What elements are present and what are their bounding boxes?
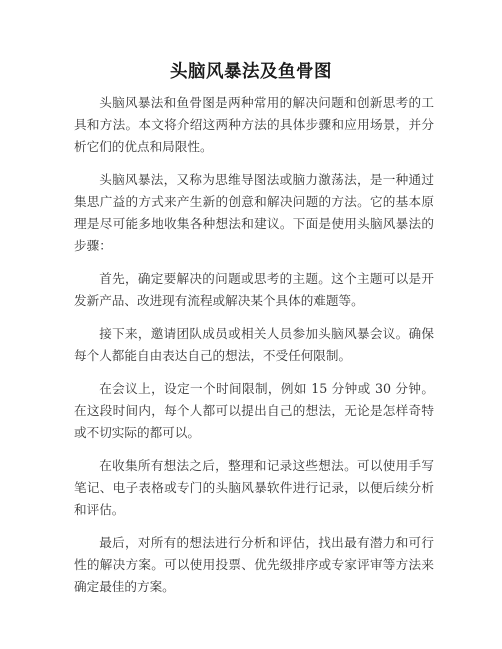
paragraph-step-4: 在收集所有想法之后，整理和记录这些想法。可以使用手写笔记、电子表格或专门的头脑风暴软件进行记录，以便后续分析和评估。: [74, 458, 434, 517]
paragraph-intro: 头脑风暴法和鱼骨图是两种常用的解决问题和创新思考的工具和方法。本文将介绍这两种方法的具体步骤和应用场景，并分析它们的优点和局限性。: [74, 95, 434, 154]
paragraph-step-5: 最后，对所有的想法进行分析和评估，找出最有潜力和可行性的解决方案。可以使用投票、优先级排序或专家评审等方法来确定最佳的方案。: [74, 535, 434, 594]
document-title: 头脑风暴法及鱼骨图: [170, 62, 332, 82]
paragraph-step-3: 在会议上，设定一个时间限制，例如 15 分钟或 30 分钟。在这段时间内，每个人都可以提出自己的想法，无论是怎样奇特或不切实际的都可以。: [74, 381, 434, 440]
document-body: [74, 92, 434, 609]
paragraph-step-2: 接下来，邀请团队成员或相关人员参加头脑风暴会议。确保每个人都能自由表达自己的想法，不受任何限制。: [74, 326, 434, 363]
paragraph-brainstorm-definition: 头脑风暴法，又称为思维导图法或脑力激荡法，是一种通过集思广益的方式来产生新的创意和解决问题的方法。它的基本原理是尽可能多地收集各种想法和建议。下面是使用头脑风暴法的步骤：: [74, 172, 434, 253]
paragraph-step-1: 首先，确定要解决的问题或思考的主题。这个主题可以是开发新产品、改进现有流程或解决某个具体的难题等。: [74, 271, 434, 308]
